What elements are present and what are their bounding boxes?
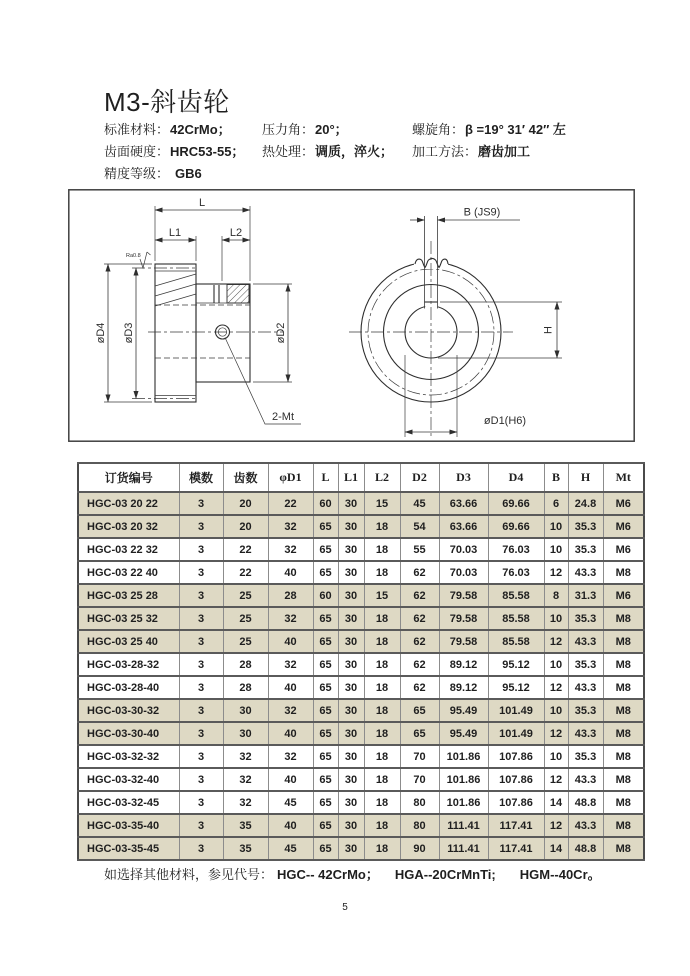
table-cell: 14 <box>544 791 568 814</box>
table-cell: 22 <box>268 492 313 515</box>
column-header: D3 <box>439 463 488 492</box>
column-header: 订货编号 <box>78 463 179 492</box>
table-cell: 18 <box>364 676 400 699</box>
order-code-cell: HGC-03-32-32 <box>78 745 179 768</box>
table-cell: M8 <box>603 722 644 745</box>
table-cell: 111.41 <box>439 837 488 860</box>
table-cell: 69.66 <box>488 492 544 515</box>
table-cell: M8 <box>603 607 644 630</box>
table-cell: 95.49 <box>439 699 488 722</box>
table-cell: M6 <box>603 584 644 607</box>
order-code-cell: HGC-03-30-40 <box>78 722 179 745</box>
table-cell: 30 <box>338 814 364 837</box>
column-header: Mt <box>603 463 644 492</box>
table-cell: 30 <box>338 791 364 814</box>
table-cell: 65 <box>313 837 338 860</box>
table-cell: 54 <box>400 515 439 538</box>
table-cell: 30 <box>338 768 364 791</box>
note-code-hgc: HGC-- 42CrMo； <box>277 867 379 882</box>
order-code-cell: HGC-03 25 40 <box>78 630 179 653</box>
table-cell: 43.3 <box>568 768 603 791</box>
table-cell: 22 <box>223 561 268 584</box>
note-code-hgm: HGM--40Cr。 <box>519 867 601 882</box>
order-code-cell: HGC-03 22 32 <box>78 538 179 561</box>
table-cell: 10 <box>544 538 568 561</box>
table-cell: 30 <box>338 653 364 676</box>
table-cell: 35.3 <box>568 653 603 676</box>
table-cell: 65 <box>313 607 338 630</box>
table-cell: 85.58 <box>488 630 544 653</box>
table-cell: 65 <box>313 745 338 768</box>
dim-label-L1: L1 <box>168 227 182 239</box>
spec-material: 标准材料：42CrMo； <box>104 122 231 137</box>
spec-heat-treatment: 热处理：调质，淬火； <box>262 144 394 159</box>
table-cell: 65 <box>313 561 338 584</box>
table-cell: 30 <box>338 515 364 538</box>
table-cell: 18 <box>364 745 400 768</box>
table-cell: 25 <box>223 630 268 653</box>
table-cell: 43.3 <box>568 561 603 584</box>
table-cell: 20 <box>223 492 268 515</box>
table-cell: 70 <box>400 768 439 791</box>
table-cell: 45 <box>400 492 439 515</box>
table-cell: 79.58 <box>439 607 488 630</box>
table-cell: 10 <box>544 515 568 538</box>
table-cell: 12 <box>544 676 568 699</box>
table-cell: 35.3 <box>568 699 603 722</box>
table-cell: 3 <box>179 699 223 722</box>
table-row <box>78 814 644 837</box>
table-cell: 10 <box>544 745 568 768</box>
order-code-cell: HGC-03-30-32 <box>78 699 179 722</box>
column-header: 齿数 <box>223 463 268 492</box>
order-code-cell: HGC-03 20 22 <box>78 492 179 515</box>
table-cell: 30 <box>338 722 364 745</box>
table-cell: 65 <box>313 515 338 538</box>
note-code-hga: HGA--20CrMnTi; <box>394 867 496 882</box>
table-cell: 18 <box>364 653 400 676</box>
table-cell: 101.49 <box>488 722 544 745</box>
column-header: D4 <box>488 463 544 492</box>
order-code-cell: HGC-03-35-45 <box>78 837 179 860</box>
table-cell: 30 <box>223 699 268 722</box>
table-cell: 65 <box>313 814 338 837</box>
table-cell: 65 <box>313 768 338 791</box>
table-cell: 60 <box>313 584 338 607</box>
table-cell: M8 <box>603 676 644 699</box>
table-cell: 70 <box>400 745 439 768</box>
order-code-cell: HGC-03-28-40 <box>78 676 179 699</box>
table-cell: 117.41 <box>488 814 544 837</box>
table-cell: 62 <box>400 653 439 676</box>
column-header: L2 <box>364 463 400 492</box>
table-cell: 18 <box>364 699 400 722</box>
column-header: L1 <box>338 463 364 492</box>
side-section-view <box>95 197 301 424</box>
gear-spec-table <box>77 462 645 861</box>
drawing-frame <box>69 190 634 441</box>
table-cell: 28 <box>223 676 268 699</box>
table-cell: 32 <box>268 538 313 561</box>
table-cell: 14 <box>544 837 568 860</box>
table-cell: 32 <box>223 791 268 814</box>
table-cell: 35.3 <box>568 607 603 630</box>
table-cell: 89.12 <box>439 653 488 676</box>
table-cell: 3 <box>179 630 223 653</box>
table-cell: 63.66 <box>439 492 488 515</box>
table-cell: 12 <box>544 630 568 653</box>
keyway-hatch <box>227 285 249 304</box>
dim-label-D4: øD4 <box>95 322 107 344</box>
table-cell: 40 <box>268 814 313 837</box>
table-cell: M6 <box>603 515 644 538</box>
table-cell: 35.3 <box>568 745 603 768</box>
table-cell: 111.41 <box>439 814 488 837</box>
table-cell: 32 <box>223 768 268 791</box>
table-cell: 12 <box>544 768 568 791</box>
spec-pressure-angle: 压力角：20°； <box>262 122 348 137</box>
table-cell: 3 <box>179 538 223 561</box>
table-cell: 40 <box>268 676 313 699</box>
table-row <box>78 791 644 814</box>
table-cell: 40 <box>268 561 313 584</box>
dim-label-D1: øD1(H6) <box>483 415 527 427</box>
table-cell: 12 <box>544 561 568 584</box>
table-cell: 10 <box>544 607 568 630</box>
table-cell: 63.66 <box>439 515 488 538</box>
table-cell: 107.86 <box>488 791 544 814</box>
column-header: D2 <box>400 463 439 492</box>
table-cell: 6 <box>544 492 568 515</box>
table-cell: 62 <box>400 676 439 699</box>
table-cell: 107.86 <box>488 768 544 791</box>
table-cell: 43.3 <box>568 630 603 653</box>
table-cell: 32 <box>268 699 313 722</box>
table-cell: 85.58 <box>488 584 544 607</box>
table-cell: 35 <box>223 814 268 837</box>
table-row <box>78 837 644 860</box>
table-cell: 101.86 <box>439 791 488 814</box>
table-cell: 18 <box>364 538 400 561</box>
table-cell: 3 <box>179 676 223 699</box>
table-cell: 30 <box>223 722 268 745</box>
table-cell: 32 <box>268 745 313 768</box>
table-cell: 12 <box>544 722 568 745</box>
table-cell: 18 <box>364 814 400 837</box>
table-cell: 30 <box>338 607 364 630</box>
order-code-cell: HGC-03-28-32 <box>78 653 179 676</box>
table-cell: 65 <box>313 676 338 699</box>
table-cell: 65 <box>313 653 338 676</box>
table-row <box>78 676 644 699</box>
table-cell: 32 <box>223 745 268 768</box>
table-row <box>78 584 644 607</box>
table-cell: 76.03 <box>488 538 544 561</box>
table-cell: 18 <box>364 791 400 814</box>
table-cell: 101.49 <box>488 699 544 722</box>
table-cell: 30 <box>338 837 364 860</box>
table-cell: 3 <box>179 561 223 584</box>
dim-label-D2: øD2 <box>275 322 287 344</box>
table-cell: 101.86 <box>439 745 488 768</box>
table-cell: 95.12 <box>488 653 544 676</box>
dim-label-L2: L2 <box>229 227 243 239</box>
spec-machining: 加工方法：磨齿加工 <box>412 144 531 159</box>
table-cell: 8 <box>544 584 568 607</box>
table-row <box>78 538 644 561</box>
table-cell: 3 <box>179 745 223 768</box>
table-cell: 30 <box>338 561 364 584</box>
table-cell: 95.12 <box>488 676 544 699</box>
order-code-cell: HGC-03-32-40 <box>78 768 179 791</box>
table-cell: 80 <box>400 814 439 837</box>
table-cell: 43.3 <box>568 676 603 699</box>
table-cell: 65 <box>313 630 338 653</box>
table-cell: M8 <box>603 837 644 860</box>
table-cell: 79.58 <box>439 630 488 653</box>
table-cell: 3 <box>179 607 223 630</box>
table-cell: 40 <box>268 768 313 791</box>
dim-label-D3: øD3 <box>123 322 135 344</box>
table-row <box>78 745 644 768</box>
table-cell: 62 <box>400 561 439 584</box>
page-number: 5 <box>342 902 348 913</box>
table-cell: 3 <box>179 814 223 837</box>
dim-label-B: B (JS9) <box>463 206 501 219</box>
table-cell: 35.3 <box>568 515 603 538</box>
table-cell: 15 <box>364 492 400 515</box>
table-cell: 65 <box>313 722 338 745</box>
table-cell: 30 <box>338 492 364 515</box>
table-cell: M6 <box>603 492 644 515</box>
dim-label-L: L <box>198 197 206 209</box>
table-cell: 65 <box>313 538 338 561</box>
table-cell: 101.86 <box>439 768 488 791</box>
table-cell: 30 <box>338 745 364 768</box>
table-cell: 65 <box>313 699 338 722</box>
table-cell: 28 <box>223 653 268 676</box>
table-cell: M8 <box>603 699 644 722</box>
table-cell: 48.8 <box>568 791 603 814</box>
table-cell: 3 <box>179 653 223 676</box>
table-cell: M8 <box>603 745 644 768</box>
table-cell: 43.3 <box>568 814 603 837</box>
page-title: M3-斜齿轮 <box>104 87 230 117</box>
table-row <box>78 515 644 538</box>
table-cell: 18 <box>364 607 400 630</box>
table-cell: 95.49 <box>439 722 488 745</box>
table-cell: 18 <box>364 837 400 860</box>
table-cell: 32 <box>268 607 313 630</box>
table-cell: 35 <box>223 837 268 860</box>
column-header: H <box>568 463 603 492</box>
table-cell: M8 <box>603 561 644 584</box>
table-cell: 90 <box>400 837 439 860</box>
table-cell: 65 <box>400 699 439 722</box>
surface-finish-mark <box>126 252 151 268</box>
note-prefix: 如选择其他材料，参见代号： <box>104 867 274 882</box>
table-cell: 15 <box>364 584 400 607</box>
table-row <box>78 722 644 745</box>
table-cell: 30 <box>338 538 364 561</box>
table-cell: 70.03 <box>439 538 488 561</box>
order-code-cell: HGC-03-32-45 <box>78 791 179 814</box>
table-cell: 31.3 <box>568 584 603 607</box>
order-code-cell: HGC-03 25 32 <box>78 607 179 630</box>
table-cell: 30 <box>338 584 364 607</box>
table-cell: 22 <box>223 538 268 561</box>
order-code-cell: HGC-03-35-40 <box>78 814 179 837</box>
front-view <box>349 207 562 439</box>
column-header: 模数 <box>179 463 223 492</box>
table-row <box>78 768 644 791</box>
table-cell: 85.58 <box>488 607 544 630</box>
table-cell: 30 <box>338 676 364 699</box>
table-cell: 30 <box>338 630 364 653</box>
gear-technical-drawing <box>68 189 635 442</box>
table-cell: M8 <box>603 814 644 837</box>
table-cell: 10 <box>544 699 568 722</box>
table-row <box>78 561 644 584</box>
table-cell: 79.58 <box>439 584 488 607</box>
order-code-cell: HGC-03 20 32 <box>78 515 179 538</box>
svg-text:Ra0.8: Ra0.8 <box>126 253 141 259</box>
gear-body-section <box>155 264 196 402</box>
spec-helix-angle: 螺旋角：β =19° 31′ 42″ 左 <box>412 122 566 137</box>
table-cell: 12 <box>544 814 568 837</box>
table-cell: 45 <box>268 791 313 814</box>
table-cell: 18 <box>364 561 400 584</box>
table-cell: 32 <box>268 653 313 676</box>
table-cell: 60 <box>313 492 338 515</box>
table-cell: 18 <box>364 722 400 745</box>
table-cell: 43.3 <box>568 722 603 745</box>
table-row <box>78 630 644 653</box>
table-cell: M8 <box>603 653 644 676</box>
order-code-cell: HGC-03 22 40 <box>78 561 179 584</box>
table-cell: 80 <box>400 791 439 814</box>
table-cell: M6 <box>603 538 644 561</box>
table-cell: 40 <box>268 630 313 653</box>
table-cell: 76.03 <box>488 561 544 584</box>
spec-hardness: 齿面硬度：HRC53-55； <box>104 144 245 159</box>
table-cell: 18 <box>364 768 400 791</box>
table-cell: 65 <box>313 791 338 814</box>
table-cell: 25 <box>223 584 268 607</box>
table-row <box>78 492 644 515</box>
table-cell: 3 <box>179 492 223 515</box>
table-cell: 35.3 <box>568 538 603 561</box>
order-code-cell: HGC-03 25 28 <box>78 584 179 607</box>
table-row <box>78 653 644 676</box>
table-cell: 55 <box>400 538 439 561</box>
table-cell: 18 <box>364 515 400 538</box>
dim-label-H: H <box>542 326 555 334</box>
table-cell: M8 <box>603 791 644 814</box>
table-cell: M8 <box>603 630 644 653</box>
column-header: B <box>544 463 568 492</box>
spec-precision: 精度等级： GB6 <box>104 166 202 181</box>
table-cell: 65 <box>400 722 439 745</box>
material-note <box>104 864 601 883</box>
table-cell: 3 <box>179 837 223 860</box>
table-cell: M8 <box>603 768 644 791</box>
column-header: φD1 <box>268 463 313 492</box>
table-cell: 107.86 <box>488 745 544 768</box>
table-cell: 30 <box>338 699 364 722</box>
table-cell: 40 <box>268 722 313 745</box>
table-row <box>78 607 644 630</box>
table-cell: 32 <box>268 515 313 538</box>
table-cell: 70.03 <box>439 561 488 584</box>
table-row <box>78 699 644 722</box>
table-cell: 20 <box>223 515 268 538</box>
table-cell: 62 <box>400 584 439 607</box>
table-cell: 3 <box>179 584 223 607</box>
table-cell: 3 <box>179 768 223 791</box>
dim-label-2Mt: 2-Mt <box>272 411 294 423</box>
table-cell: 45 <box>268 837 313 860</box>
table-cell: 62 <box>400 630 439 653</box>
table-cell: 24.8 <box>568 492 603 515</box>
table-cell: 62 <box>400 607 439 630</box>
table-cell: 89.12 <box>439 676 488 699</box>
table-cell: 3 <box>179 791 223 814</box>
column-header: L <box>313 463 338 492</box>
spec-block <box>104 119 664 185</box>
table-header-row <box>78 463 644 492</box>
table-cell: 69.66 <box>488 515 544 538</box>
table-cell: 25 <box>223 607 268 630</box>
table-cell: 18 <box>364 630 400 653</box>
table-cell: 117.41 <box>488 837 544 860</box>
table-cell: 48.8 <box>568 837 603 860</box>
table-cell: 28 <box>268 584 313 607</box>
table-cell: 3 <box>179 722 223 745</box>
table-cell: 3 <box>179 515 223 538</box>
table-cell: 10 <box>544 653 568 676</box>
